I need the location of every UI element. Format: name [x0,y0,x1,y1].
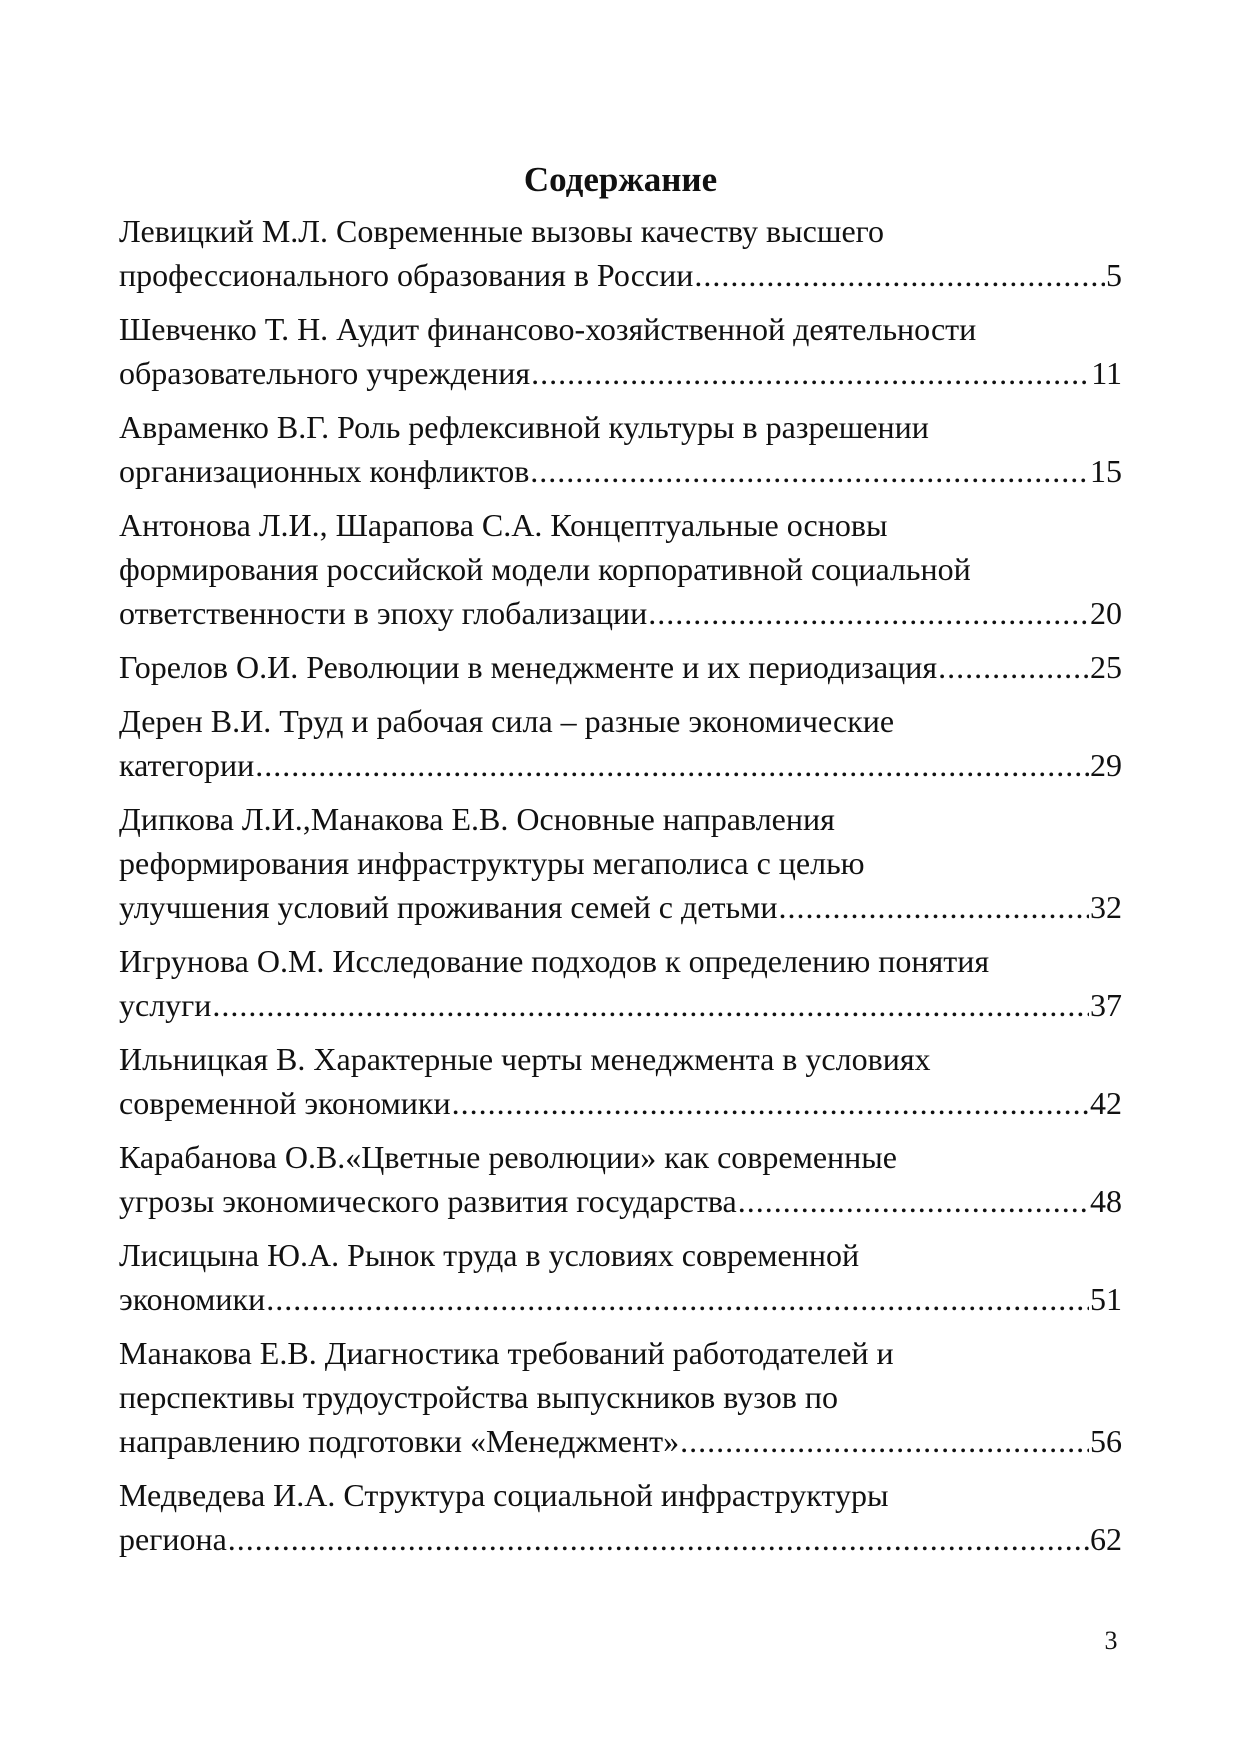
toc-entry-text: Дипкова Л.И.,Манакова Е.В. Основные направления [119,801,835,837]
toc-entry[interactable] [119,307,1122,395]
toc-entry-page: 48 [1090,1183,1122,1219]
table-of-contents [119,209,1122,1571]
toc-entry-text: образовательного учреждения [119,355,531,391]
toc-entry-text: Карабанова О.В.«Цветные революции» как современные [119,1139,897,1175]
toc-entry-text: категории [119,747,255,783]
page-number: 3 [1104,1626,1118,1655]
toc-entry-page: 29 [1090,747,1122,783]
toc-entry-page: 25 [1090,649,1122,685]
toc-entry-last-line [119,591,1122,635]
toc-entry-page: 37 [1090,987,1122,1023]
toc-entry-page: 15 [1090,453,1122,489]
toc-entry-text: формирования российской модели корпоративной социальной [119,551,971,587]
toc-entry-page: 20 [1090,595,1122,631]
toc-entry[interactable] [119,1473,1122,1561]
toc-entry[interactable] [119,1331,1122,1463]
toc-entry-last-line [119,743,1122,787]
toc-entry-text: Шевченко Т. Н. Аудит финансово-хозяйственной деятельности [119,311,977,347]
dot-leader [212,983,1089,1027]
dot-leader [778,885,1089,929]
toc-entry-last-line [119,885,1122,929]
toc-entry-text: Ильницкая В. Характерные черты менеджмента в условиях [119,1041,931,1077]
toc-entry-page: 5 [1106,257,1122,293]
toc-entry[interactable] [119,1037,1122,1125]
dot-leader [255,743,1089,787]
toc-entry-text: организационных конфликтов [119,453,530,489]
toc-entry-last-line [119,1419,1122,1463]
dot-leader [938,645,1089,689]
toc-entry-page: 51 [1090,1281,1122,1317]
toc-entry-text: современной экономики [119,1085,451,1121]
toc-entry[interactable] [119,939,1122,1027]
toc-entry-last-line [119,449,1122,493]
toc-entry-text: Авраменко В.Г. Роль рефлексивной культуры в разрешении [119,409,929,445]
toc-entry-text: Антонова Л.И., Шарапова С.А. Концептуальные основы [119,507,888,543]
toc-entry-text: улучшения условий проживания семей с детьми [119,889,778,925]
toc-entry-page: 11 [1091,355,1122,391]
dot-leader [738,1179,1089,1223]
toc-entry-text: профессионального образования в России [119,257,694,293]
dot-leader [452,1081,1089,1125]
toc-entry-last-line [119,645,1122,689]
toc-entry-page: 42 [1090,1085,1122,1121]
toc-entry-last-line [119,983,1122,1027]
toc-entry[interactable] [119,699,1122,787]
dot-leader [266,1277,1089,1321]
toc-entry[interactable] [119,503,1122,635]
toc-entry-page: 32 [1090,889,1122,925]
toc-entry-last-line [119,1517,1122,1561]
toc-entry-last-line [119,1277,1122,1321]
toc-entry-text: Игрунова О.М. Исследование подходов к определению понятия [119,943,990,979]
toc-entry-text: ответственности в эпоху глобализации [119,595,648,631]
toc-entry-text: региона [119,1521,227,1557]
toc-entry-text: Горелов О.И. Революции в менеджменте и их периодизация [119,649,938,685]
toc-entry-text: Манакова Е.В. Диагностика требований работодателей и [119,1335,894,1371]
toc-entry[interactable] [119,1233,1122,1321]
toc-entry-text: Левицкий М.Л. Современные вызовы качеству высшего [119,213,884,249]
toc-entry-last-line [119,253,1122,297]
toc-entry-text: услуги [119,987,212,1023]
toc-entry-page: 56 [1090,1423,1122,1459]
toc-entry-text: Медведева И.А. Структура социальной инфраструктуры [119,1477,889,1513]
toc-entry[interactable] [119,209,1122,297]
toc-title: Содержание [523,160,718,199]
dot-leader [530,449,1089,493]
toc-entry-text: Лисицына Ю.А. Рынок труда в условиях современной [119,1237,860,1273]
dot-leader [694,253,1105,297]
dot-leader [531,351,1090,395]
dot-leader [680,1419,1089,1463]
dot-leader [228,1517,1089,1561]
toc-entry[interactable] [119,645,1122,689]
toc-entry-text: направлению подготовки «Менеджмент» [119,1423,680,1459]
toc-entry-text: реформирования инфраструктуры мегаполиса с целью [119,845,865,881]
dot-leader [648,591,1089,635]
toc-entry-last-line [119,1179,1122,1223]
toc-entry-text: перспективы трудоустройства выпускников вузов по [119,1379,838,1415]
toc-entry[interactable] [119,797,1122,929]
toc-entry[interactable] [119,1135,1122,1223]
toc-entry-page: 62 [1090,1521,1122,1557]
toc-entry-text: экономики [119,1281,266,1317]
toc-entry-last-line [119,351,1122,395]
toc-entry-text: угрозы экономического развития государства [119,1183,737,1219]
toc-entry-text: Дерен В.И. Труд и рабочая сила – разные экономические [119,703,895,739]
toc-entry[interactable] [119,405,1122,493]
toc-entry-last-line [119,1081,1122,1125]
